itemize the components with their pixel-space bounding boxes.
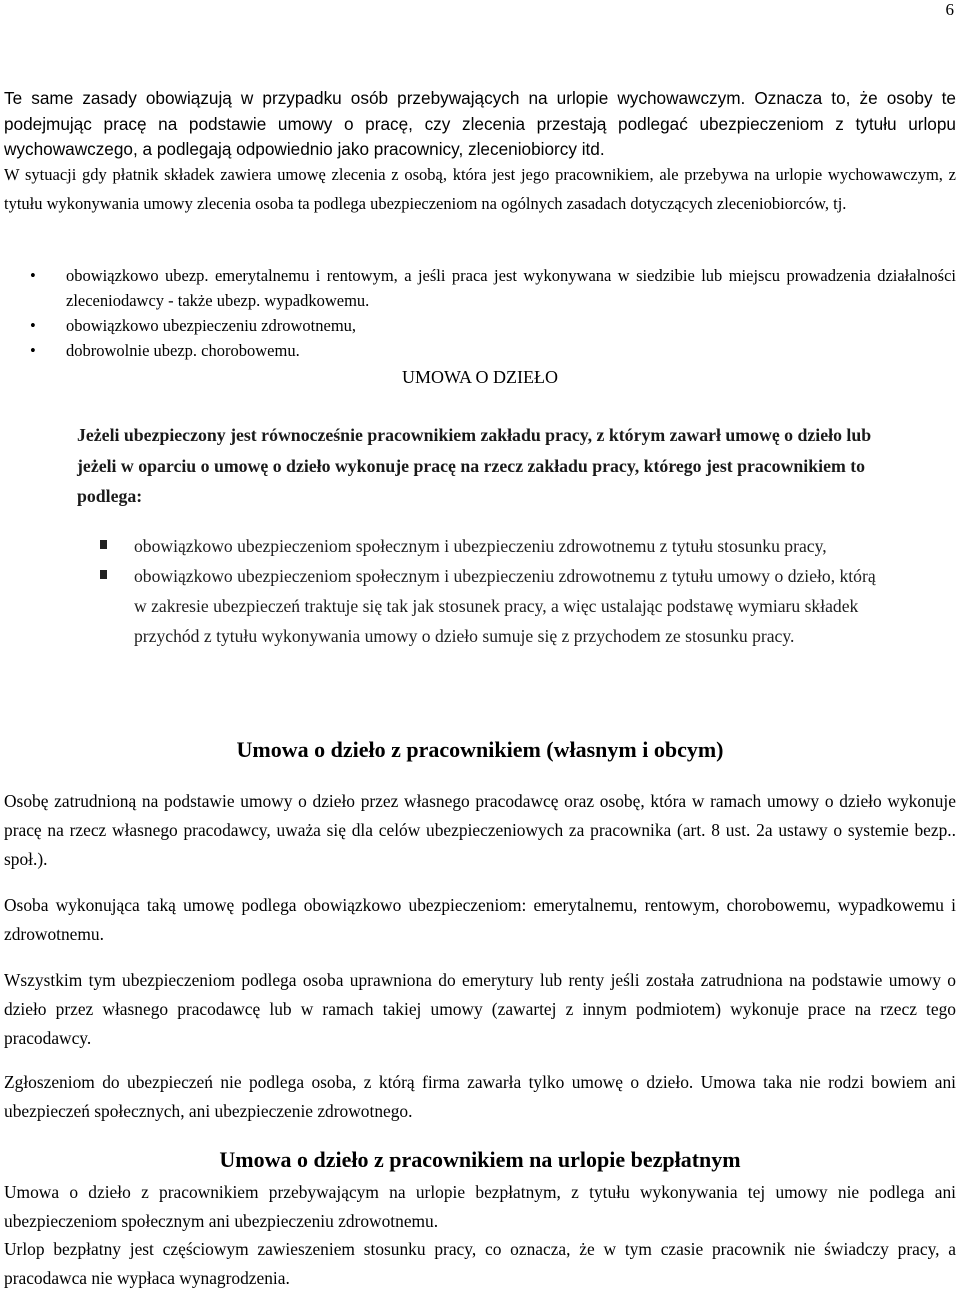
section-heading-umowa-o-dzielo: UMOWA O DZIEŁO (402, 367, 558, 387)
square-bullet-icon (100, 570, 107, 579)
bullet-icon: • (30, 266, 36, 285)
list-item: • obowiązkowo ubezp. emerytalnemu i rentowym, a jeśli praca jest wykonywana w siedzibie lub miejscu prowadzenia działalności zleceniodawcy - także ubezp. wypadkowemu. (30, 263, 956, 313)
scan-bullet-list (100, 531, 890, 651)
square-bullet-icon (100, 540, 107, 549)
heading-umowa-z-pracownikiem: Umowa o dzieło z pracownikiem (własnym i obcym) (236, 737, 724, 762)
paragraph-zlecenie-pracownik: W sytuacji gdy płatnik składek zawiera umowę zlecenia z osobą, która jest jego pracownikiem, ale przebywa na urlopie wychowawczym, z tytułu wykonywania umowy zlecenia osoba ta podlega ubezpieczeniom na ogólnych zasadach dotyczących zleceniobiorców, tj. (4, 165, 956, 213)
heading-urlop-bezplatny: Umowa o dzieło z pracownikiem na urlopie bezpłatnym (219, 1147, 741, 1172)
insurance-bullet-list (30, 263, 956, 363)
paragraph-urlop-wychowawczy: Te same zasady obowiązują w przypadku osób przebywających na urlopie wychowawczym. Oznacza to, że osoby te podejmując pracę na podstawie umowy o pracę, czy zlecenia przestają podlegać ubezpieczeniom z tytułu urlopu wychowawczego, a podlegają odpowiednio jako pracownicy, zleceniobiorcy itd. (4, 88, 956, 159)
paragraph-umowa-urlop-bezplatny: Umowa o dzieło z pracownikiem przebywającym na urlopie bezpłatnym, z tytułu wykonywania tej umowy nie podlega ani ubezpieczeniom społecznym ani ubezpieczeniu zdrowotnemu. (4, 1182, 956, 1231)
list-item: • obowiązkowo ubezpieczeniu zdrowotnemu, (30, 313, 956, 338)
bullet-icon: • (30, 316, 36, 335)
scanned-excerpt-image (60, 415, 900, 715)
paragraph-emeryt-rencista: Wszystkim tym ubezpieczeniom podlega osoba uprawniona do emerytury lub renty jeśli została zatrudniona na podstawie umowy o dzieło przez własnego pracodawcę lub w ramach takiej umowy (zawartej z innym podmiotem) wykonuje prace na rzecz tego pracodawcy. (4, 970, 956, 1048)
list-item: obowiązkowo ubezpieczeniom społecznym i ubezpieczeniu zdrowotnemu z tytułu umowy o dzieło, którą w zakresie ubezpieczeń traktuje się tak jak stosunek pracy, a więc ustalając podstawę wymiaru składek przychód z tytułu wykonywania umowy o dzieło sumuje się z przychodem ze stosunku pracy. (100, 561, 890, 651)
page-number: 6 (945, 0, 954, 19)
scan-intro-text: Jeżeli ubezpieczony jest równocześnie pracownikiem zakładu pracy, z którym zawarł umowę o dzieło lub jeżeli w oparciu o umowę o dzieło wykonuje pracę na rzecz zakładu pracy, którego jest pracownikiem to podlega: (77, 425, 872, 506)
bullet-icon: • (30, 341, 36, 360)
paragraph-pracownik-definicja: Osobę zatrudnioną na podstawie umowy o dzieło przez własnego pracodawcę oraz osobę, która w ramach umowy o dzieło wykonuje pracę na rzecz własnego pracodawcy, uważa się dla celów ubezpieczeniowych za pracownika (art. 8 ust. 2a ustawy o systemie bezp.. społ.). (4, 791, 956, 869)
paragraph-zgloszenie: Zgłoszeniom do ubezpieczeń nie podlega osoba, z którą firma zawarła tylko umowę o dzieło. Umowa taka nie rodzi bowiem ani ubezpieczeń społecznych, ani ubezpieczenie zdrowotnego. (4, 1072, 956, 1121)
list-item: • dobrowolnie ubezp. chorobowemu. (30, 338, 956, 363)
paragraph-urlop-bezplatny-definicja: Urlop bezpłatny jest częściowym zawieszeniem stosunku pracy, co oznacza, że w tym czasie pracownik nie świadczy pracy, a pracodawca nie wypłaca wynagrodzenia. (4, 1239, 956, 1288)
paragraph-obowiazkowe-ubezpieczenia: Osoba wykonująca taką umowę podlega obowiązkowo ubezpieczeniom: emerytalnemu, rentowym, chorobowemu, wypadkowemu i zdrowotnemu. (4, 895, 956, 944)
list-item: obowiązkowo ubezpieczeniom społecznym i ubezpieczeniu zdrowotnemu z tytułu stosunku pracy, (100, 531, 890, 561)
